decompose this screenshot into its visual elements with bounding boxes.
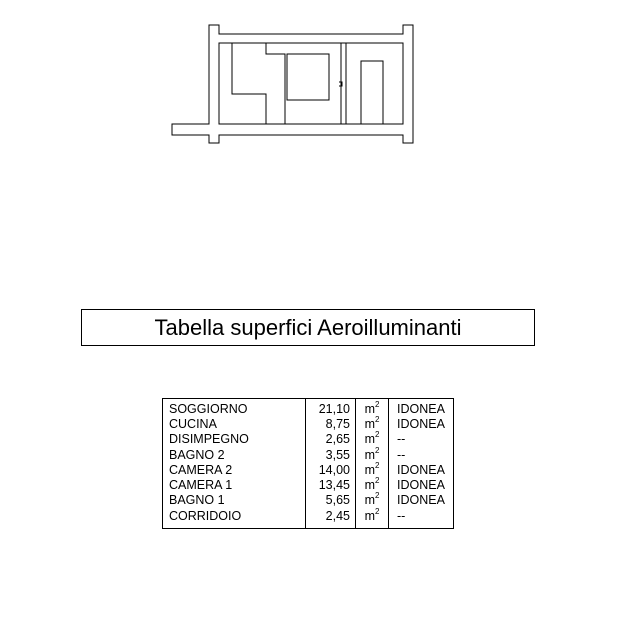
area-unit xyxy=(356,506,389,529)
page-title: Tabella superfici Aeroilluminanti xyxy=(154,314,462,340)
table-row xyxy=(163,417,454,432)
room-name: CUCINA xyxy=(163,417,306,432)
area-unit xyxy=(356,460,389,478)
area-unit xyxy=(356,399,389,418)
table-row xyxy=(163,432,454,447)
area-value: 8,75 xyxy=(306,417,356,432)
area-unit xyxy=(356,493,389,508)
unit-base: m xyxy=(364,462,375,477)
room-name: SOGGIORNO xyxy=(163,399,306,418)
room-name: CAMERA 2 xyxy=(163,463,306,478)
unit-exponent: 2 xyxy=(374,415,380,425)
unit-base: m xyxy=(364,447,375,462)
area-value: 21,10 xyxy=(306,399,356,418)
unit-base: m xyxy=(364,508,375,523)
suitability-status: IDONEA xyxy=(397,462,445,477)
area-unit xyxy=(356,478,389,493)
area-value: 3,55 xyxy=(306,448,356,463)
table-row xyxy=(163,463,454,478)
table-row xyxy=(163,399,454,418)
title-box xyxy=(81,309,535,346)
table-row xyxy=(163,478,454,493)
area-value: 5,65 xyxy=(306,493,356,508)
area-value: 14,00 xyxy=(306,463,356,478)
unit-base: m xyxy=(364,478,375,493)
suitability-status: -- xyxy=(397,447,406,462)
room-name: BAGNO 2 xyxy=(163,448,306,463)
unit-exponent: 2 xyxy=(374,430,380,440)
fixture-left xyxy=(232,43,285,124)
area-table xyxy=(162,398,454,529)
area-value: 2,65 xyxy=(306,432,356,447)
suitability-status: IDONEA xyxy=(397,493,445,508)
unit-exponent: 2 xyxy=(374,506,380,516)
area-value: 13,45 xyxy=(306,478,356,493)
unit-base: m xyxy=(364,493,375,508)
area-table-body xyxy=(163,399,454,529)
fixture-right xyxy=(361,61,383,124)
suitability-status: IDONEA xyxy=(397,402,445,416)
unit-exponent: 2 xyxy=(374,476,380,486)
area-unit xyxy=(356,432,389,447)
unit-base: m xyxy=(364,417,375,432)
suitability-status: -- xyxy=(397,508,406,523)
suitability-status: IDONEA xyxy=(397,478,445,493)
room-name: DISIMPEGNO xyxy=(163,432,306,447)
fixture-center xyxy=(287,54,329,100)
table-row xyxy=(163,448,454,463)
room-name: CORRIDOIO xyxy=(163,509,306,529)
table-row xyxy=(163,509,454,529)
unit-exponent: 2 xyxy=(374,491,380,501)
area-unit xyxy=(356,417,389,432)
room-name: CAMERA 1 xyxy=(163,478,306,493)
suitability-status: IDONEA xyxy=(397,417,445,432)
unit-exponent: 2 xyxy=(374,460,380,470)
unit-exponent: 2 xyxy=(374,399,380,409)
area-unit xyxy=(356,445,389,463)
inner-wall-outline xyxy=(219,43,403,124)
suitability-status: -- xyxy=(397,432,406,447)
room-name: BAGNO 1 xyxy=(163,493,306,508)
unit-base: m xyxy=(364,432,375,447)
unit-exponent: 2 xyxy=(374,445,380,455)
area-value: 2,45 xyxy=(306,509,356,529)
floor-plan-drawing xyxy=(0,0,617,160)
table-row xyxy=(163,493,454,508)
unit-base: m xyxy=(364,402,375,416)
